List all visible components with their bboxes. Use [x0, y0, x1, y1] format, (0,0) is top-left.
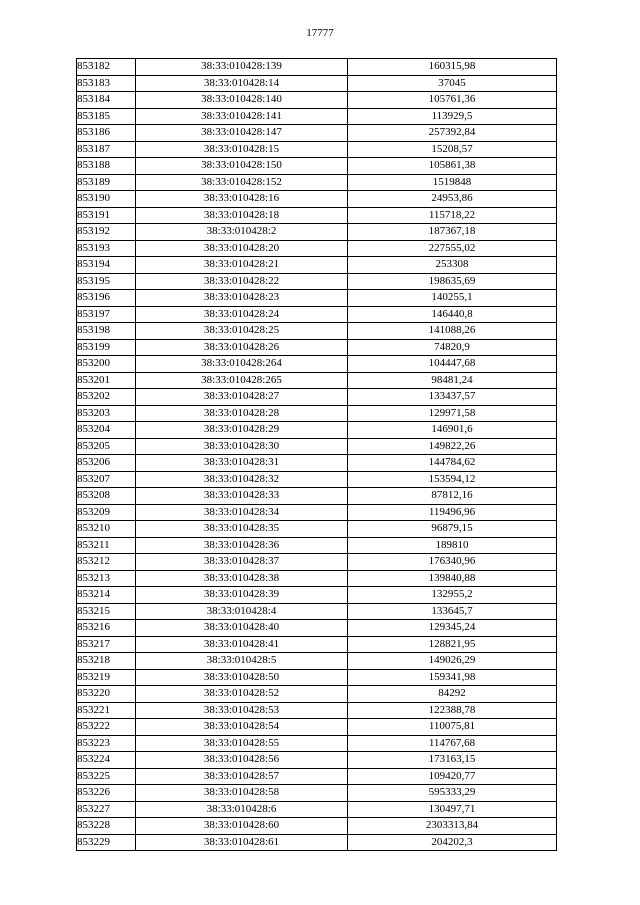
- row-number-cell: 853213: [77, 570, 136, 587]
- cadastral-number-cell: 38:33:010428:52: [136, 686, 348, 703]
- row-number-cell: 853218: [77, 653, 136, 670]
- row-number-cell: 853212: [77, 554, 136, 571]
- cadastral-number-cell: 38:33:010428:53: [136, 702, 348, 719]
- row-number-cell: 853192: [77, 224, 136, 241]
- row-number-cell: 853228: [77, 818, 136, 835]
- row-number-cell: 853216: [77, 620, 136, 637]
- cadastral-number-cell: 38:33:010428:152: [136, 174, 348, 191]
- table-row: [77, 735, 557, 752]
- row-number-cell: 853191: [77, 207, 136, 224]
- cadastral-value-cell: 146440,8: [348, 306, 557, 323]
- cadastral-number-cell: 38:33:010428:40: [136, 620, 348, 637]
- table-row: [77, 125, 557, 142]
- cadastral-number-cell: 38:33:010428:25: [136, 323, 348, 340]
- table-row: [77, 818, 557, 835]
- row-number-cell: 853199: [77, 339, 136, 356]
- table-row: [77, 603, 557, 620]
- cadastral-value-cell: 130497,71: [348, 801, 557, 818]
- cadastral-number-cell: 38:33:010428:35: [136, 521, 348, 538]
- cadastral-number-cell: 38:33:010428:141: [136, 108, 348, 125]
- cadastral-value-cell: 113929,5: [348, 108, 557, 125]
- cadastral-number-cell: 38:33:010428:32: [136, 471, 348, 488]
- row-number-cell: 853227: [77, 801, 136, 818]
- cadastral-value-cell: 129345,24: [348, 620, 557, 637]
- table-body: [77, 59, 557, 851]
- cadastral-number-cell: 38:33:010428:14: [136, 75, 348, 92]
- table-row: [77, 273, 557, 290]
- cadastral-value-table: [76, 58, 557, 851]
- cadastral-number-cell: 38:33:010428:57: [136, 768, 348, 785]
- table-row: [77, 92, 557, 109]
- row-number-cell: 853195: [77, 273, 136, 290]
- row-number-cell: 853225: [77, 768, 136, 785]
- cadastral-value-cell: 2303313,84: [348, 818, 557, 835]
- cadastral-number-cell: 38:33:010428:41: [136, 636, 348, 653]
- cadastral-value-cell: 133437,57: [348, 389, 557, 406]
- row-number-cell: 853219: [77, 669, 136, 686]
- row-number-cell: 853198: [77, 323, 136, 340]
- table-row: [77, 257, 557, 274]
- cadastral-value-cell: 149026,29: [348, 653, 557, 670]
- cadastral-number-cell: 38:33:010428:27: [136, 389, 348, 406]
- cadastral-number-cell: 38:33:010428:50: [136, 669, 348, 686]
- row-number-cell: 853211: [77, 537, 136, 554]
- table-row: [77, 719, 557, 736]
- row-number-cell: 853202: [77, 389, 136, 406]
- cadastral-number-cell: 38:33:010428:264: [136, 356, 348, 373]
- cadastral-value-cell: 140255,1: [348, 290, 557, 307]
- row-number-cell: 853201: [77, 372, 136, 389]
- table-row: [77, 686, 557, 703]
- cadastral-number-cell: 38:33:010428:38: [136, 570, 348, 587]
- cadastral-value-cell: 149822,26: [348, 438, 557, 455]
- cadastral-value-cell: 128821,95: [348, 636, 557, 653]
- row-number-cell: 853190: [77, 191, 136, 208]
- cadastral-number-cell: 38:33:010428:58: [136, 785, 348, 802]
- table-row: [77, 207, 557, 224]
- cadastral-value-cell: 87812,16: [348, 488, 557, 505]
- table-row: [77, 636, 557, 653]
- row-number-cell: 853182: [77, 59, 136, 76]
- table-row: [77, 323, 557, 340]
- row-number-cell: 853224: [77, 752, 136, 769]
- row-number-cell: 853187: [77, 141, 136, 158]
- table-row: [77, 141, 557, 158]
- cadastral-number-cell: 38:33:010428:60: [136, 818, 348, 835]
- cadastral-number-cell: 38:33:010428:6: [136, 801, 348, 818]
- table-row: [77, 702, 557, 719]
- table-row: [77, 669, 557, 686]
- row-number-cell: 853207: [77, 471, 136, 488]
- table-row: [77, 290, 557, 307]
- cadastral-value-cell: 37045: [348, 75, 557, 92]
- cadastral-number-cell: 38:33:010428:34: [136, 504, 348, 521]
- table-row: [77, 405, 557, 422]
- cadastral-value-cell: 198635,69: [348, 273, 557, 290]
- table-row: [77, 570, 557, 587]
- row-number-cell: 853209: [77, 504, 136, 521]
- table-row: [77, 801, 557, 818]
- cadastral-value-cell: 98481,24: [348, 372, 557, 389]
- table-row: [77, 587, 557, 604]
- cadastral-number-cell: 38:33:010428:33: [136, 488, 348, 505]
- row-number-cell: 853188: [77, 158, 136, 175]
- table-row: [77, 504, 557, 521]
- cadastral-value-cell: 160315,98: [348, 59, 557, 76]
- cadastral-number-cell: 38:33:010428:2: [136, 224, 348, 241]
- cadastral-value-cell: 153594,12: [348, 471, 557, 488]
- table-row: [77, 422, 557, 439]
- cadastral-value-cell: 144784,62: [348, 455, 557, 472]
- cadastral-value-cell: 146901,6: [348, 422, 557, 439]
- row-number-cell: 853205: [77, 438, 136, 455]
- table-row: [77, 174, 557, 191]
- cadastral-value-cell: 139840,88: [348, 570, 557, 587]
- table-row: [77, 356, 557, 373]
- cadastral-value-cell: 74820,9: [348, 339, 557, 356]
- cadastral-value-cell: 204202,3: [348, 834, 557, 851]
- cadastral-value-cell: 159341,98: [348, 669, 557, 686]
- cadastral-value-cell: 96879,15: [348, 521, 557, 538]
- table-row: [77, 785, 557, 802]
- cadastral-number-cell: 38:33:010428:26: [136, 339, 348, 356]
- row-number-cell: 853215: [77, 603, 136, 620]
- cadastral-value-cell: 187367,18: [348, 224, 557, 241]
- cadastral-value-cell: 253308: [348, 257, 557, 274]
- cadastral-number-cell: 38:33:010428:22: [136, 273, 348, 290]
- cadastral-value-cell: 15208,57: [348, 141, 557, 158]
- cadastral-number-cell: 38:33:010428:31: [136, 455, 348, 472]
- table-row: [77, 455, 557, 472]
- cadastral-number-cell: 38:33:010428:29: [136, 422, 348, 439]
- cadastral-number-cell: 38:33:010428:147: [136, 125, 348, 142]
- row-number-cell: 853183: [77, 75, 136, 92]
- row-number-cell: 853185: [77, 108, 136, 125]
- cadastral-number-cell: 38:33:010428:139: [136, 59, 348, 76]
- cadastral-number-cell: 38:33:010428:265: [136, 372, 348, 389]
- table-row: [77, 224, 557, 241]
- cadastral-value-cell: 1519848: [348, 174, 557, 191]
- cadastral-value-cell: 595333,29: [348, 785, 557, 802]
- table-row: [77, 438, 557, 455]
- cadastral-value-cell: 115718,22: [348, 207, 557, 224]
- cadastral-number-cell: 38:33:010428:30: [136, 438, 348, 455]
- table-row: [77, 620, 557, 637]
- row-number-cell: 853203: [77, 405, 136, 422]
- cadastral-number-cell: 38:33:010428:18: [136, 207, 348, 224]
- cadastral-value-cell: 129971,58: [348, 405, 557, 422]
- row-number-cell: 853221: [77, 702, 136, 719]
- cadastral-number-cell: 38:33:010428:21: [136, 257, 348, 274]
- cadastral-number-cell: 38:33:010428:15: [136, 141, 348, 158]
- table-row: [77, 752, 557, 769]
- cadastral-number-cell: 38:33:010428:54: [136, 719, 348, 736]
- table-row: [77, 240, 557, 257]
- cadastral-number-cell: 38:33:010428:20: [136, 240, 348, 257]
- table-row: [77, 653, 557, 670]
- row-number-cell: 853214: [77, 587, 136, 604]
- cadastral-value-cell: 109420,77: [348, 768, 557, 785]
- table-row: [77, 521, 557, 538]
- cadastral-number-cell: 38:33:010428:24: [136, 306, 348, 323]
- cadastral-value-cell: 114767,68: [348, 735, 557, 752]
- row-number-cell: 853223: [77, 735, 136, 752]
- table-row: [77, 306, 557, 323]
- cadastral-value-cell: 176340,96: [348, 554, 557, 571]
- cadastral-value-cell: 227555,02: [348, 240, 557, 257]
- table-row: [77, 191, 557, 208]
- cadastral-number-cell: 38:33:010428:28: [136, 405, 348, 422]
- cadastral-number-cell: 38:33:010428:56: [136, 752, 348, 769]
- row-number-cell: 853186: [77, 125, 136, 142]
- table-row: [77, 537, 557, 554]
- cadastral-number-cell: 38:33:010428:55: [136, 735, 348, 752]
- row-number-cell: 853226: [77, 785, 136, 802]
- table-row: [77, 108, 557, 125]
- cadastral-number-cell: 38:33:010428:16: [136, 191, 348, 208]
- cadastral-value-cell: 119496,96: [348, 504, 557, 521]
- table-row: [77, 554, 557, 571]
- cadastral-number-cell: 38:33:010428:61: [136, 834, 348, 851]
- row-number-cell: 853194: [77, 257, 136, 274]
- cadastral-number-cell: 38:33:010428:150: [136, 158, 348, 175]
- row-number-cell: 853193: [77, 240, 136, 257]
- table-row: [77, 834, 557, 851]
- table-row: [77, 488, 557, 505]
- cadastral-value-cell: 104447,68: [348, 356, 557, 373]
- row-number-cell: 853208: [77, 488, 136, 505]
- row-number-cell: 853220: [77, 686, 136, 703]
- cadastral-number-cell: 38:33:010428:39: [136, 587, 348, 604]
- cadastral-value-cell: 132955,2: [348, 587, 557, 604]
- cadastral-value-cell: 189810: [348, 537, 557, 554]
- cadastral-value-cell: 105761,36: [348, 92, 557, 109]
- cadastral-number-cell: 38:33:010428:37: [136, 554, 348, 571]
- table-row: [77, 768, 557, 785]
- row-number-cell: 853204: [77, 422, 136, 439]
- row-number-cell: 853197: [77, 306, 136, 323]
- cadastral-value-cell: 257392,84: [348, 125, 557, 142]
- row-number-cell: 853210: [77, 521, 136, 538]
- row-number-cell: 853229: [77, 834, 136, 851]
- cadastral-value-cell: 133645,7: [348, 603, 557, 620]
- row-number-cell: 853189: [77, 174, 136, 191]
- cadastral-number-cell: 38:33:010428:36: [136, 537, 348, 554]
- cadastral-number-cell: 38:33:010428:140: [136, 92, 348, 109]
- table-row: [77, 389, 557, 406]
- cadastral-number-cell: 38:33:010428:23: [136, 290, 348, 307]
- row-number-cell: 853206: [77, 455, 136, 472]
- table-row: [77, 471, 557, 488]
- table-row: [77, 372, 557, 389]
- cadastral-value-cell: 141088,26: [348, 323, 557, 340]
- page-number: 17777: [306, 27, 334, 39]
- table-row: [77, 75, 557, 92]
- table-row: [77, 158, 557, 175]
- cadastral-value-cell: 105861,38: [348, 158, 557, 175]
- table-row: [77, 339, 557, 356]
- row-number-cell: 853184: [77, 92, 136, 109]
- cadastral-value-cell: 24953,86: [348, 191, 557, 208]
- cadastral-value-cell: 122388,78: [348, 702, 557, 719]
- row-number-cell: 853196: [77, 290, 136, 307]
- cadastral-number-cell: 38:33:010428:4: [136, 603, 348, 620]
- table-row: [77, 59, 557, 76]
- cadastral-number-cell: 38:33:010428:5: [136, 653, 348, 670]
- row-number-cell: 853217: [77, 636, 136, 653]
- cadastral-value-cell: 110075,81: [348, 719, 557, 736]
- cadastral-value-cell: 173163,15: [348, 752, 557, 769]
- cadastral-value-cell: 84292: [348, 686, 557, 703]
- row-number-cell: 853222: [77, 719, 136, 736]
- row-number-cell: 853200: [77, 356, 136, 373]
